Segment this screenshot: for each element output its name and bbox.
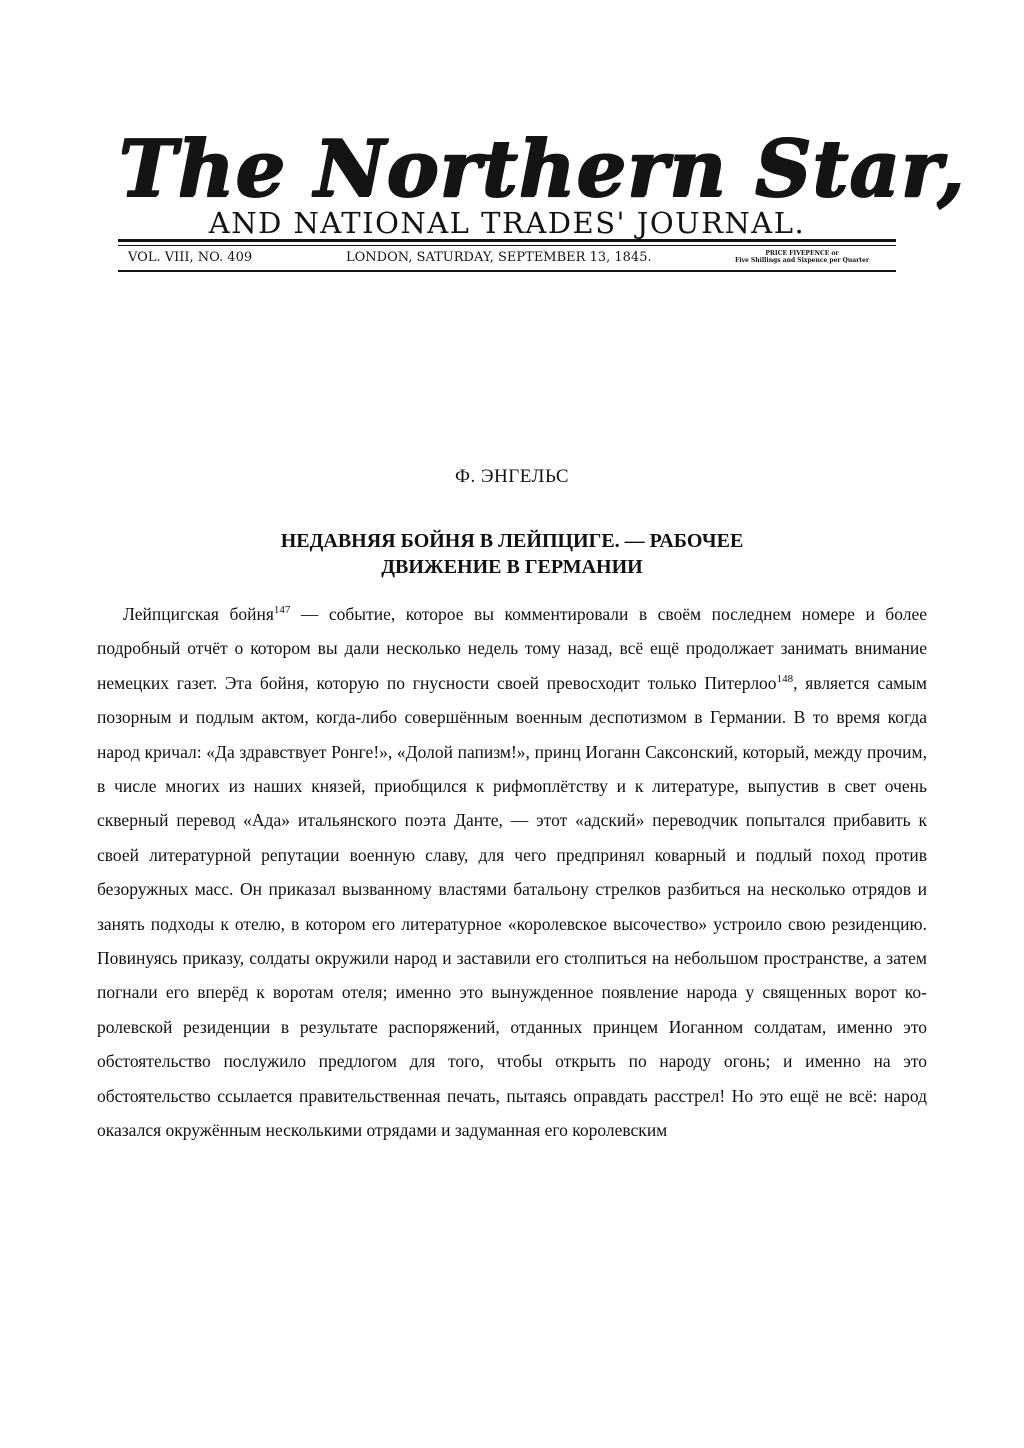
masthead-title: The Northern Star, — [118, 123, 965, 214]
masthead — [118, 123, 965, 291]
masthead-rule — [118, 245, 896, 246]
masthead-rule — [118, 239, 896, 242]
masthead-price-line2: Five Shillings and Sixpence per Quarter — [734, 257, 870, 264]
masthead-dateline: LONDON, SATURDAY, SEPTEMBER 13, 1845. — [346, 250, 652, 265]
masthead-subtitle: AND NATIONAL TRADES' JOURNAL. — [208, 206, 806, 240]
masthead-price-line1: PRICE FIVEPENCE or — [765, 250, 839, 257]
masthead-rule — [118, 270, 896, 272]
article-title-line: НЕДАВНЯЯ БОЙНЯ В ЛЕЙПЦИГЕ. — РАБОЧЕЕ — [280, 530, 744, 552]
article-title-line: ДВИЖЕНИЕ В ГЕРМАНИИ — [381, 556, 643, 578]
article-title — [120, 528, 904, 580]
article-text: — событие, которое вы комментировали в своём последнем номере и более подробный отчёт о котором вы дали несколько недель тому назад, всё ещё продолжает занимать внимание немецких газет. Эта бойня, которую по гнусности своей превосходит только Питерлоо — [97, 604, 927, 693]
article-text: Лейпцигская бойня — [123, 604, 274, 624]
masthead-price — [712, 250, 892, 264]
article-paragraph — [97, 597, 927, 1148]
article-body — [97, 597, 927, 1148]
footnote-ref[interactable]: 148 — [776, 672, 794, 685]
masthead-volume: VOL. VIII, NO. 409 — [128, 250, 253, 265]
masthead-info-line — [118, 248, 896, 268]
article-text: , является самым позорным и подлым актом, когда-либо совершённым военным деспотизмом в Германии. В то время когда народ кричал: «Да здравствует Ронге!», «Долой папизм!», принц Иоганн Саксонский, который, между прочим, в числе многих из наших князей, приобщился к рифмоплётству и к литературе, выпустив в свет очень скверный перевод «Ада» итальянского поэта Данте, — этот «адский» переводчик попытался прибавить к своей литературной репутации военную славу, для чего предпринял коварный и подлый поход против безоружных масс. Он приказал вызванному властями батальону стрелков разбиться на несколько отрядов и занять подходы к отелю, в котором его литературное «королевское высочество» устроило свою резиденцию. Повинуясь приказу, солдаты окружили народ и заставили его столпиться на небольшом пространстве, а затем погнали его вперёд к воротам отеля; именно это вынужденное появление народа у священных ворот королевской резиденции в результате распоряжений, отданных принцем Иоганном солдатам, именно это обстоятельство послужило предлогом для того, чтобы открыть по народу огонь; и именно на это обстоятельство ссылается правительственная печать, пытаясь оправдать расстрел! Но это ещё не всё: народ оказался окружённым несколькими отрядами и задуманная его королевским — [97, 672, 927, 1141]
article-author: Ф. ЭНГЕЛЬС — [454, 466, 570, 487]
footnote-ref[interactable]: 147 — [273, 604, 291, 616]
